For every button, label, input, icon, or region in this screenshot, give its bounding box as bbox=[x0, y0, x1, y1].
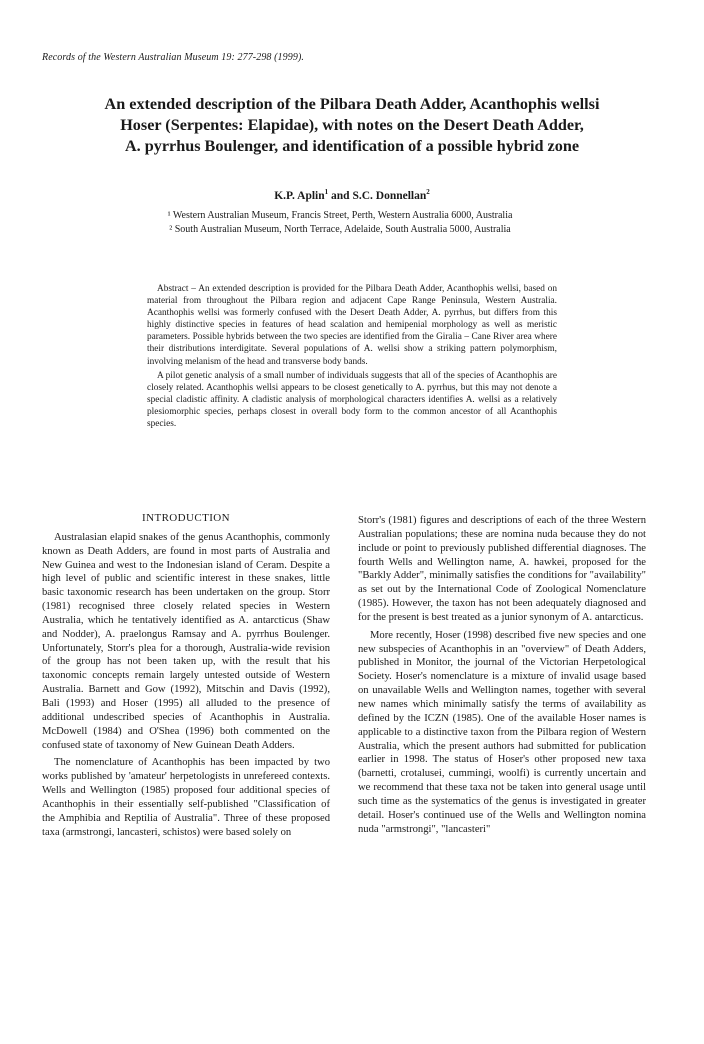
affiliation-2: ² South Australian Museum, North Terrace, Adelaide, South Australia 5000, Australia bbox=[169, 224, 511, 235]
body-paragraph: More recently, Hoser (1998) described five new species and one new subspecies of Acanthophis in an "overview" of Death Adders, published in Monitor, the journal of the Victorian Herpetological Society. Hoser's nomenclature is a mixture of invalid usage based on unavailable Wells and Wellington names, together with several new names which minimally satisfy the terms of availability as defined by the ICZN (1985). One of the available Hoser names is applicable to a distinctive taxon from the Pilbara region of Western Australia, which the present authors had submitted for publication earlier in 1998. The status of Hoser's other proposed new taxa (barnetti, crotalusei, cummingi, woolfi) is currently uncertain and we recommend that these taxa not be taken into general usage until such time as the systematics of the genus is investigated in greater detail. Hoser's continued use of the Wells and Wellington nomina nuda "armstrongi", "lancasteri" bbox=[358, 629, 646, 835]
author-affiliation-mark: 2 bbox=[426, 188, 430, 197]
affiliation-1: ¹ Western Australian Museum, Francis Street, Perth, Western Australia 6000, Australia bbox=[167, 210, 513, 221]
journal-reference: Records of the Western Australian Museum 19: 277-298 (1999). bbox=[42, 52, 304, 63]
section-heading: INTRODUCTION bbox=[142, 512, 230, 524]
affiliations bbox=[130, 209, 550, 237]
author-affiliation-mark: 1 bbox=[324, 188, 329, 197]
body-column-left bbox=[42, 512, 330, 839]
author-joiner: and bbox=[328, 190, 353, 202]
body-column-right bbox=[358, 514, 646, 836]
title-line-2: Hoser (Serpentes: Elapidae), with notes on the Desert Death Adder, bbox=[120, 116, 584, 134]
title-line-3: A. pyrrhus Boulenger, and identification of a possible hybrid zone bbox=[124, 137, 580, 155]
author-name: K.P. Aplin bbox=[274, 190, 325, 202]
abstract bbox=[147, 283, 557, 430]
author-name: S.C. Donnellan bbox=[352, 190, 427, 202]
body-paragraph: The nomenclature of Acanthophis has been impacted by two works published by 'amateur' herpetologists in unrefereed contexts. Wells and Wellington (1985) proposed four additional species of Acanthophis in their essentially self-published "Classification of the Amphibia and Reptilia of Australia". Three of these proposed taxa (armstrongi, lancasteri, schistos) were based solely on bbox=[42, 757, 330, 838]
abstract-paragraph: A pilot genetic analysis of a small number of individuals suggests that all of the species of Acanthophis are closely related. Acanthophis wellsi appears to be closest genetically to A. pyrrhus, but this may not denote a special cladistic affinity. A cladistic analysis of morphological characters identifies A. wellsi as a relatively plesiomorphic species, perhaps closest in overall body form to the common ancestor of all Acanthophis species. bbox=[147, 370, 557, 430]
abstract-paragraph: Abstract – An extended description is provided for the Pilbara Death Adder, Acanthophis wellsi, based on material from throughout the Pilbara region and adjacent Cape Range Peninsula, Western Australia. Acanthophis wellsi was formerly confused with the Desert Death Adder, A. pyrrhus, but differs from this highly distinctive species in features of head scalation and hemipenial morphology as well as meristic parameters. Possible hybrids between the two species are identified from the Giralia – Cane River area where their distributions interdigitate. Several populations of A. wellsi show a striking pattern polymorphism, involving melanism of the head and transverse body bands. bbox=[147, 284, 557, 367]
author-line bbox=[0, 190, 704, 202]
body-paragraph: Australasian elapid snakes of the genus Acanthophis, commonly known as Death Adders, are found in most parts of Australia and New Guinea and west to the Indonesian island of Ceram. Despite a high level of public and scientific interest in these snakes, little basic taxonomic research has been undertaken on the group. Storr (1981) recognised three closely related species in Western Australia, which he tentatively identified as A. antarcticus (Shaw and Nodder), A. praelongus Ramsay and A. pyrrhus Boulenger. Unfortunately, Storr's plea for a thorough, Australia-wide revision of the group has not been taken up, with the result that his taxonomic concepts remain largely untested outside of Western Australia. Barnett and Gow (1992), Mitschin and Davis (1992), Bali (1993) and Hoser (1995) all alluded to the presence of additional undescribed species of Acanthophis in Australia. McDowell (1984) and O'Shea (1996) both commented on the confused state of taxonomy of New Guinean Death Adders. bbox=[42, 531, 330, 751]
body-paragraph: Storr's (1981) figures and descriptions of each of the three Western Australian populations; these are nomina nuda because they do not include or point to previously published differential diagnoses. The fourth Wells and Wellington name, A. hawkei, proposed for the "Barkly Adder", minimally satisfies the conditions for "availability" as set out by the International Code of Zoological Nomenclature (1985). However, the taxon has not been adequately diagnosed and for the present is best treated as a junior synonym of A. antarcticus. bbox=[358, 515, 646, 623]
article-title bbox=[40, 94, 664, 157]
title-line-1: An extended description of the Pilbara Death Adder, Acanthophis wellsi bbox=[104, 95, 600, 113]
